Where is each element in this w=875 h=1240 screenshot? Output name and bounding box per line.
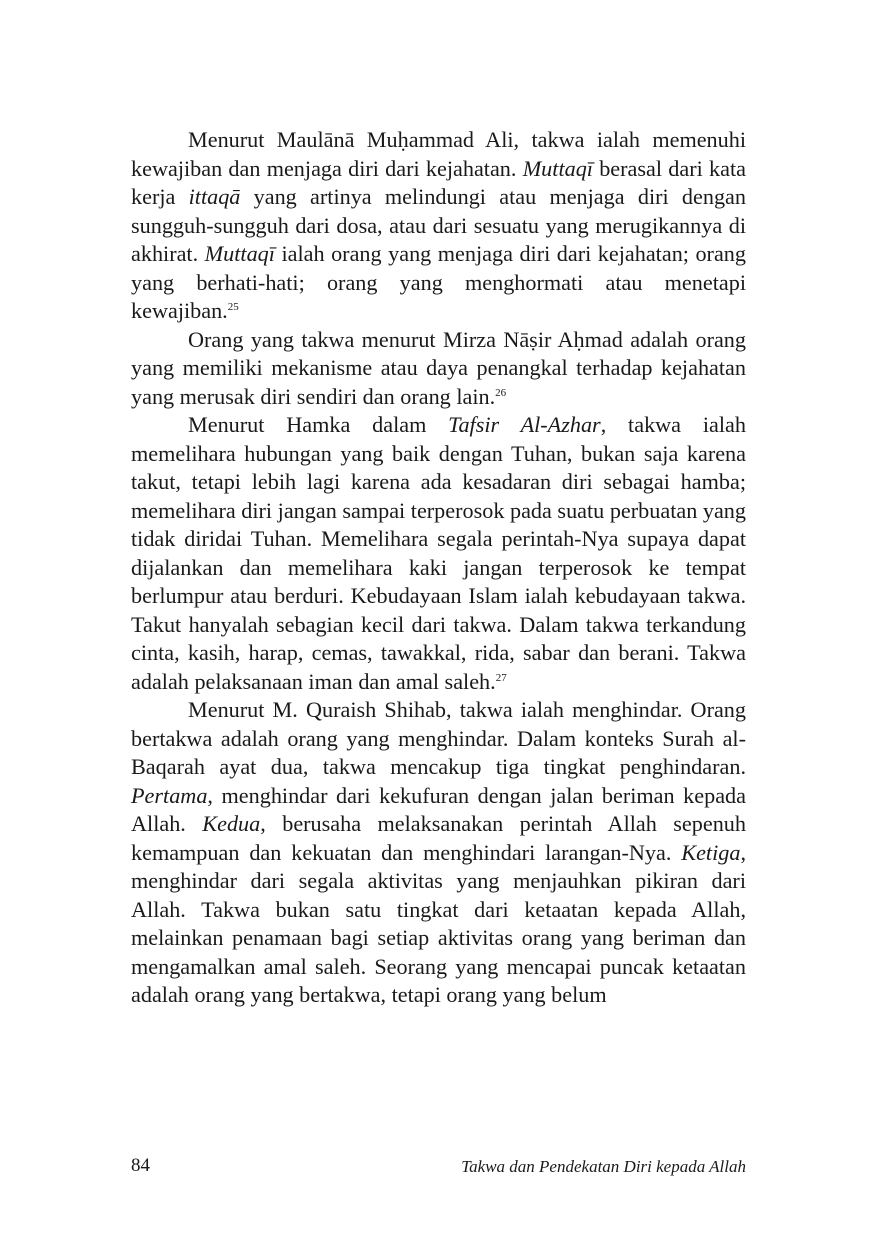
paragraph-nasir-ahmad <box>131 326 746 412</box>
text-run: ialah orang yang menjaga diri dari kejahatan; orang yang berhati-hati; orang yang menghormati atau menetapi kewajiban. <box>131 241 746 323</box>
text-run: , berusaha melaksanakan perintah Allah sepenuh kemampuan dan kekuatan dan menghindari larangan-Nya. <box>131 811 746 865</box>
text-run: berasal dari kata kerja <box>131 155 746 209</box>
footnote-ref: 27 <box>495 671 507 684</box>
paragraph-hamka <box>131 411 746 696</box>
body-text <box>131 126 746 1010</box>
italic-term: Ketiga <box>681 839 741 865</box>
italic-term: Kedua <box>202 811 261 836</box>
page-footer <box>131 1155 746 1181</box>
paragraph-quraish-shihab <box>131 696 746 1010</box>
italic-term: Pertama <box>131 782 208 808</box>
text-run: , menghindar dari kekufuran dengan jalan beriman kepada Allah. <box>131 782 746 836</box>
italic-term: Muttaqī <box>204 241 275 266</box>
text-run: Orang yang takwa menurut Mirza Nāṣir Aḥmad adalah orang yang memiliki mekanisme atau daya penangkal terhadap kejahatan yang merusak diri sendiri dan orang lain. <box>131 326 746 409</box>
page-number: 84 <box>131 1155 150 1176</box>
running-title: Takwa dan Pendekatan Diri kepada Allah <box>461 1157 746 1176</box>
italic-term: Tafsir Al-Azhar <box>448 412 601 437</box>
text-run: , menghindar dari segala aktivitas yang menjauhkan pikiran dari Allah. Takwa bukan satu tingkat dari ketaatan kepada Allah, melainkan penamaan bagi setiap aktivitas orang yang beriman dan mengamalkan amal saleh. Seorang yang mencapai puncak ketaatan adalah orang yang bertakwa, tetapi orang yang belum <box>131 839 746 1007</box>
italic-term: Muttaqī <box>522 155 593 181</box>
text-run: Menurut Hamka dalam <box>188 412 449 437</box>
italic-term: ittaqā <box>188 184 241 209</box>
text-run: yang artinya melindungi atau menjaga diri dengan sungguh-sungguh dari dosa, atau dari sesuatu yang merugikannya di akhirat. <box>131 184 746 266</box>
footnote-ref: 26 <box>495 386 507 399</box>
text-run: Menurut Maulānā Muḥammad Ali, takwa ialah memenuhi kewajiban dan menjaga diri dari kejahatan. <box>131 127 746 181</box>
text-run: , takwa ialah memelihara hubungan yang baik dengan Tuhan, bukan saja karena takut, tetapi lebih lagi karena ada kesadaran diri sebagai hamba; memelihara diri jangan sampai terperosok pada suatu perbuatan yang tidak diridai Tuhan. Memelihara segala perintah-Nya supaya dapat dijalankan dan memelihara kaki jangan terperosok ke tempat berlumpur atau berduri. Kebudayaan Islam ialah kebudayaan takwa. Takut hanyalah sebagian kecil dari takwa. Dalam takwa terkandung cinta, kasih, harap, cemas, tawakkal, rida, sabar dan berani. Takwa adalah pelaksanaan iman dan amal saleh. <box>131 412 746 694</box>
footnote-ref: 25 <box>227 301 239 313</box>
text-run: Menurut M. Quraish Shihab, takwa ialah menghindar. Orang bertakwa adalah orang yang menghindar. Dalam konteks Surah al-Baqarah ayat dua, takwa mencakup tiga tingkat penghindaran. <box>131 697 746 779</box>
paragraph-maulana-ali <box>131 126 746 326</box>
